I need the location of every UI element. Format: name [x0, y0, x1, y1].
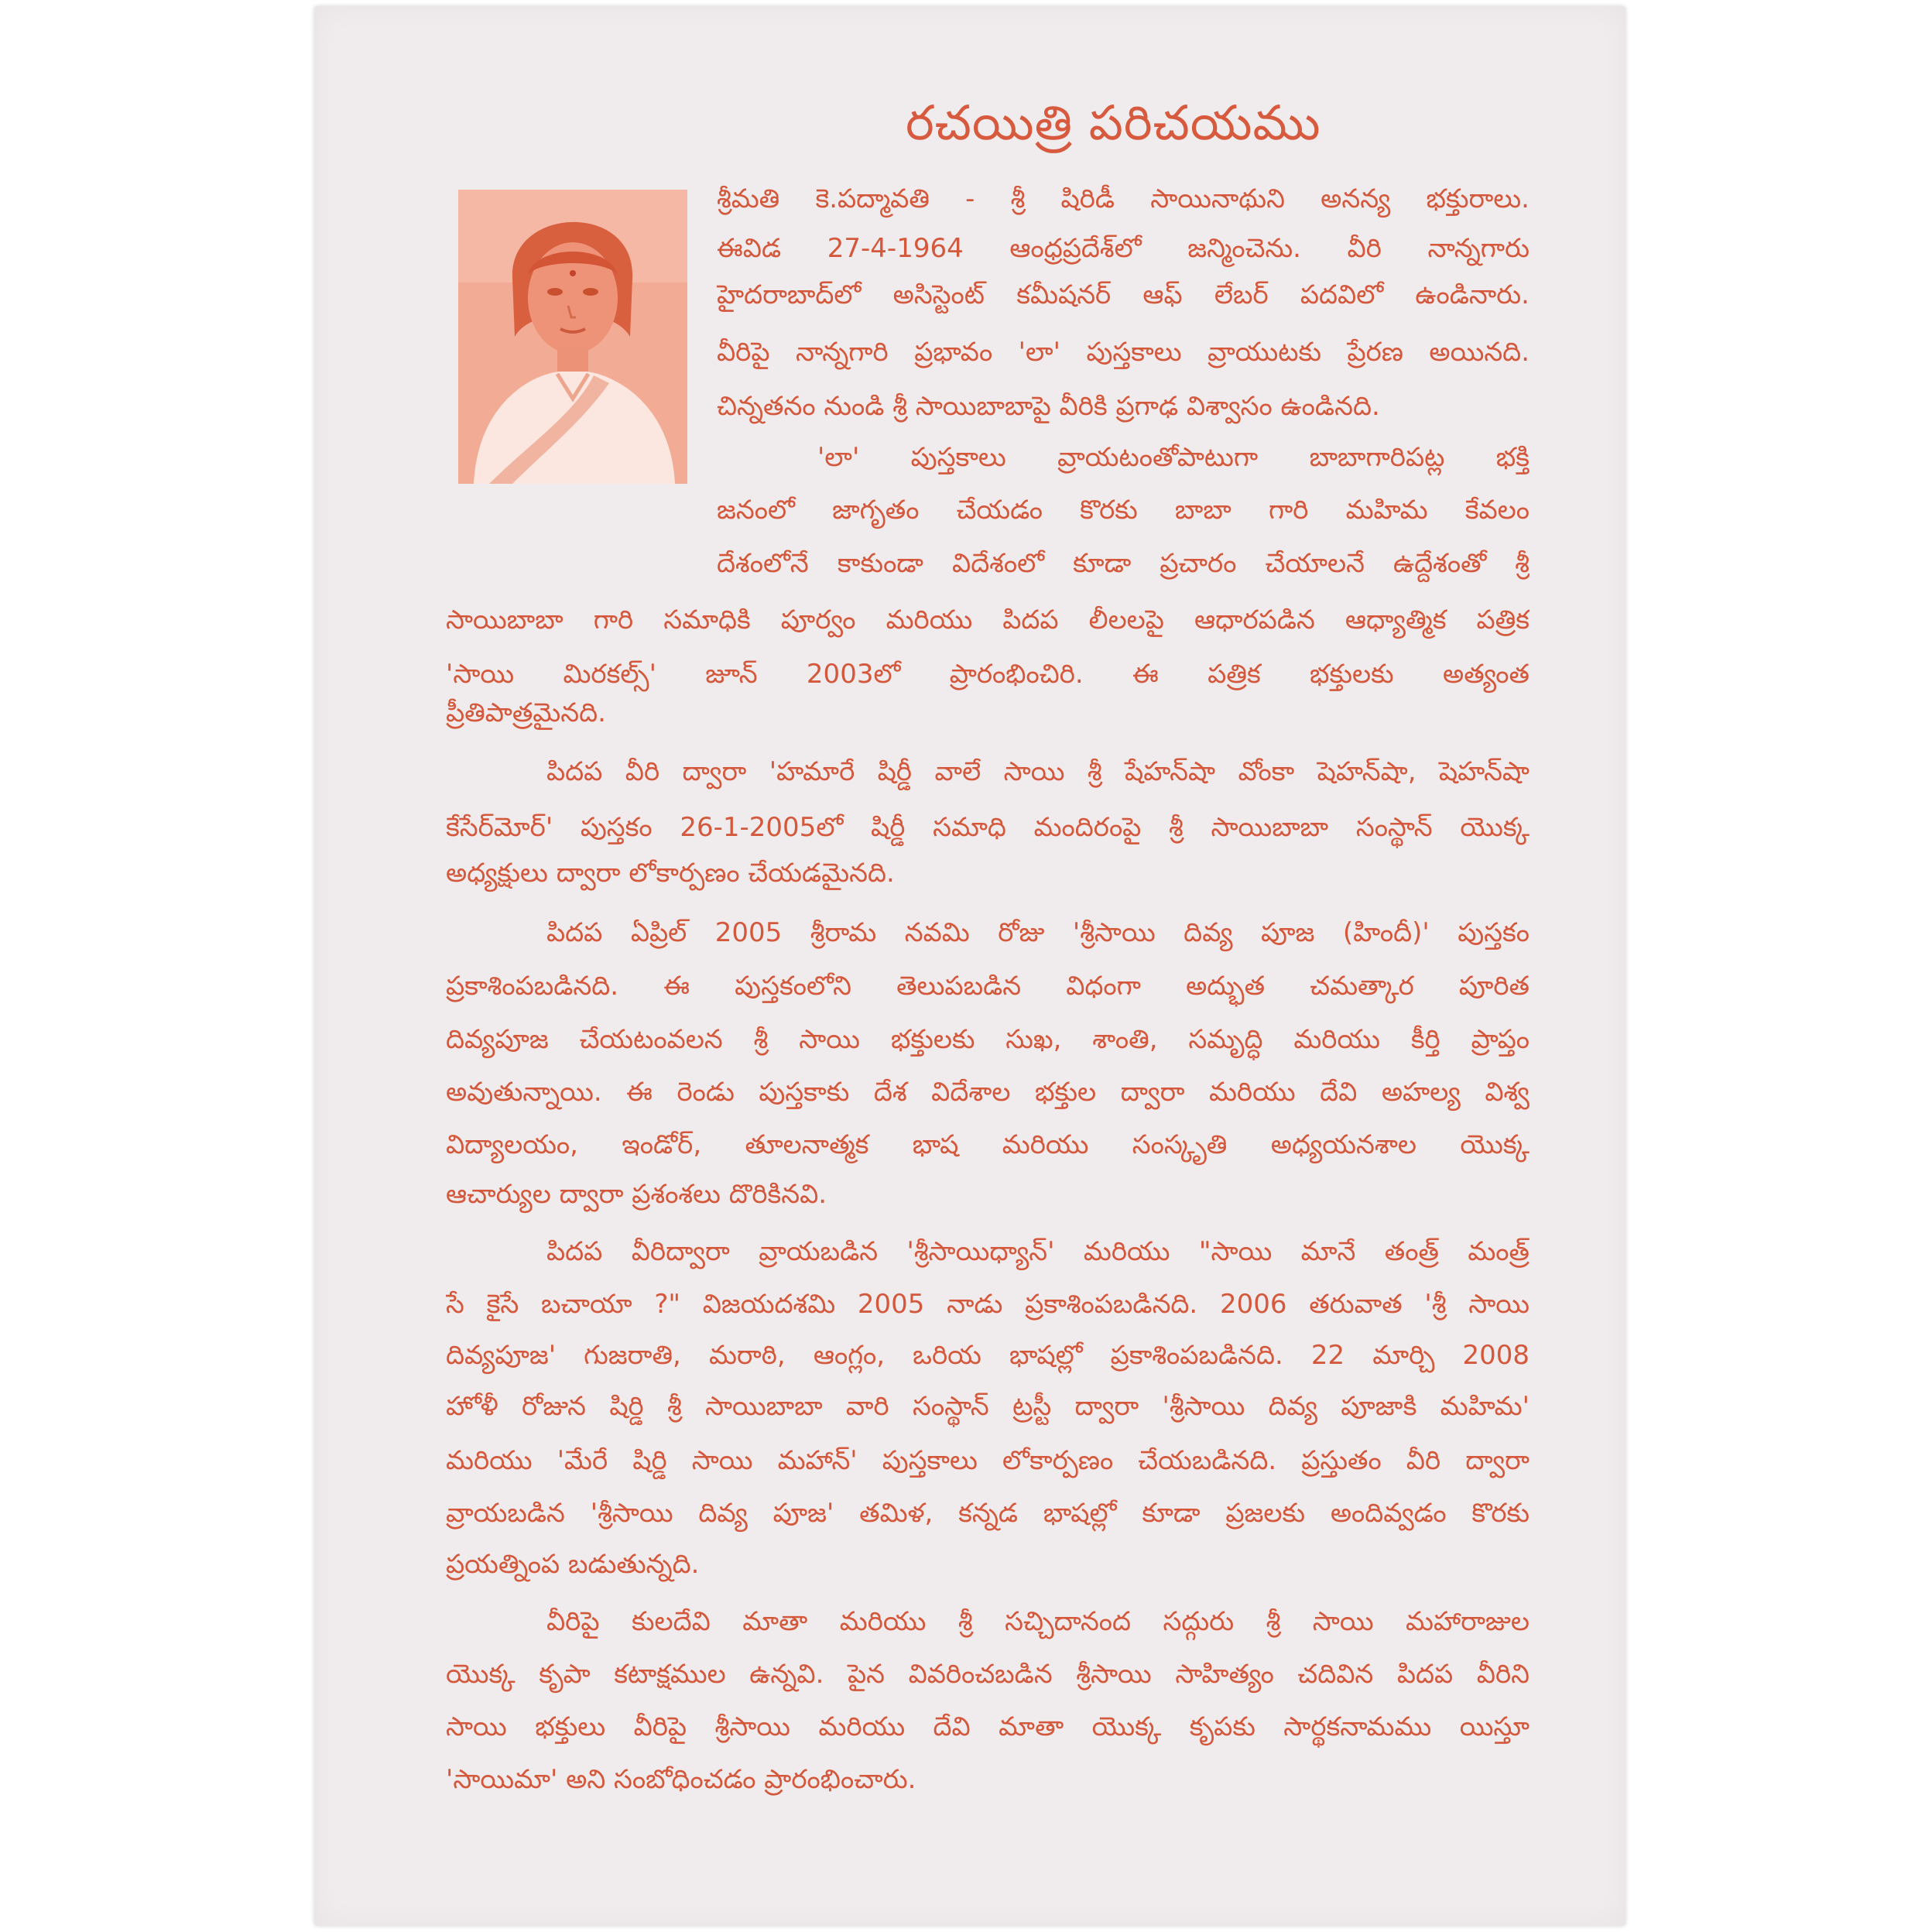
text-line: ఆచార్యుల ద్వారా ప్రశంశలు దొరికినవి.	[446, 1179, 827, 1210]
text-line: 'సాయి మిరకల్స్' జూన్ 2003లో ప్రారంభించిరి. ఈ పత్రిక భక్తులకు అత్యంత	[446, 659, 1530, 690]
text-line: అవుతున్నాయి. ఈ రెండు పుస్తకాకు దేశ విదేశాల భక్తుల ద్వారా మరియు దేవి అహల్య విశ్వ	[446, 1077, 1530, 1108]
text-line: సాయిబాబా గారి సమాధికి పూర్వం మరియు పిదప లీలలపై ఆధారపడిన ఆధ్యాత్మిక పత్రిక	[446, 605, 1530, 635]
text-line: వీరిపై కులదేవి మాతా మరియు శ్రీ సచ్చిదానంద సద్గురు శ్రీ సాయి మహారాజుల	[546, 1606, 1530, 1637]
text-line: పిదప వీరిద్వారా వ్రాయబడిన 'శ్రీసాయిధ్యాన్' మరియు "సాయి మానే తంత్ర్ మంత్ర్	[546, 1236, 1530, 1267]
text-line: దేశంలోనే కాకుండా విదేశంలో కూడా ప్రచారం చేయాలనే ఉద్దేశంతో శ్రీ	[717, 548, 1530, 579]
text-line: జనంలో జాగృతం చేయడం కొరకు బాబా గారి మహిమ కేవలం	[717, 495, 1530, 526]
text-line: ఈవిడ 27-4-1964 ఆంధ్రప్రదేశ్‌లో జన్మించెను. వీరి నాన్నగారు	[717, 233, 1530, 264]
text-line: పిదప ఏప్రిల్ 2005 శ్రీరామ నవమి రోజు 'శ్రీసాయి దివ్య పూజ (హిందీ)' పుస్తకం	[546, 917, 1530, 948]
text-line: విద్యాలయం, ఇండోర్, తూలనాత్మక భాష మరియు సంస్కృతి అధ్యయనశాల యొక్క	[446, 1129, 1530, 1160]
text-line: ప్రయత్నింప బడుతున్నది.	[446, 1549, 700, 1580]
text-line: హోళీ రోజున షిర్డి శ్రీ సాయిబాబా వారి సంస్థాన్ ట్రస్టీ ద్వారా 'శ్రీసాయి దివ్య పూజాకి మహిమ'	[446, 1391, 1530, 1422]
text-line: వీరిపై నాన్నగారి ప్రభావం 'లా' పుస్తకాలు వ్రాయుటకు ప్రేరణ అయినది.	[717, 337, 1530, 368]
page-title: రచయిత్రి పరిచయము	[906, 94, 1321, 151]
text-line: పిదప వీరి ద్వారా 'హమారే షిర్డీ వాలే సాయి శ్రీ షేహన్‌షా వోంకా షెహన్‌షా, షెహన్‌షా	[546, 756, 1530, 787]
text-line: కేసేర్‌మోర్' పుస్తకం 26-1-2005లో షిర్డీ సమాధి మందిరంపై శ్రీ సాయిబాబా సంస్థాన్ యొక్క	[446, 812, 1530, 843]
text-line: దివ్యపూజ' గుజరాతి, మరాఠి, ఆంగ్లం, ఒరియ భాషల్లో ప్రకాశింపబడినది. 22 మార్చి 2008	[446, 1340, 1530, 1371]
text-line: శ్రీమతి కె.పద్మావతి - శ్రీ షిరిడీ సాయినాథుని అనన్య భక్తురాలు.	[717, 183, 1530, 214]
text-line: మరియు 'మేరే షిర్డి సాయి మహాన్' పుస్తకాలు లోకార్పణం చేయబడినది. ప్రస్తుతం వీరి ద్వారా	[446, 1445, 1530, 1476]
text-line: ప్రకాశింపబడినది. ఈ పుస్తకంలోని తెలుపబడిన విధంగా అద్భుత చమత్కార పూరిత	[446, 971, 1530, 1002]
text-line: దివ్యపూజ చేయటంవలన శ్రీ సాయి భక్తులకు సుఖ, శాంతి, సమృద్ధి మరియు కీర్తి ప్రాప్తం	[446, 1024, 1530, 1055]
text-line: సే కైసే బచాయా ?" విజయదశమి 2005 నాడు ప్రకాశింపబడినది. 2006 తరువాత 'శ్రీ సాయి	[446, 1289, 1530, 1320]
text-line: సాయి భక్తులు వీరిపై శ్రీసాయి మరియు దేవి మాతా యొక్క కృపకు సార్థకనామము యిస్తూ	[446, 1711, 1530, 1742]
text-line: యొక్క కృపా కటాక్షముల ఉన్నవి. పైన వివరించబడిన శ్రీసాయి సాహిత్యం చదివిన పిదప వీరిని	[446, 1659, 1530, 1690]
text-line: చిన్నతనం నుండి శ్రీ సాయిబాబాపై వీరికి ప్రగాఢ విశ్వాసం ఉండినది.	[717, 391, 1380, 422]
text-line: వ్రాయబడిన 'శ్రీసాయి దివ్య పూజ' తమిళ, కన్నడ భాషల్లో కూడా ప్రజలకు అందివ్వడం కొరకు	[446, 1498, 1530, 1529]
text-line: 'సాయిమా' అని సంబోధించడం ప్రారంభించారు.	[446, 1764, 916, 1795]
text-line: హైదరాబాద్‌లో అసిస్టెంట్ కమీషనర్ ఆఫ్ లేబర్ పదవిలో ఉండినారు.	[717, 279, 1530, 310]
text-line: ప్రీతిపాత్రమైనది.	[446, 697, 606, 728]
author-portrait-image	[458, 190, 687, 484]
text-line: అధ్యక్షులు ద్వారా లోకార్పణం చేయడమైనది.	[446, 858, 895, 889]
author-photo	[458, 190, 687, 484]
text-line: 'లా' పుస్తకాలు వ్రాయటంతోపాటుగా బాబాగారిపట్ల భక్తి	[817, 442, 1530, 473]
